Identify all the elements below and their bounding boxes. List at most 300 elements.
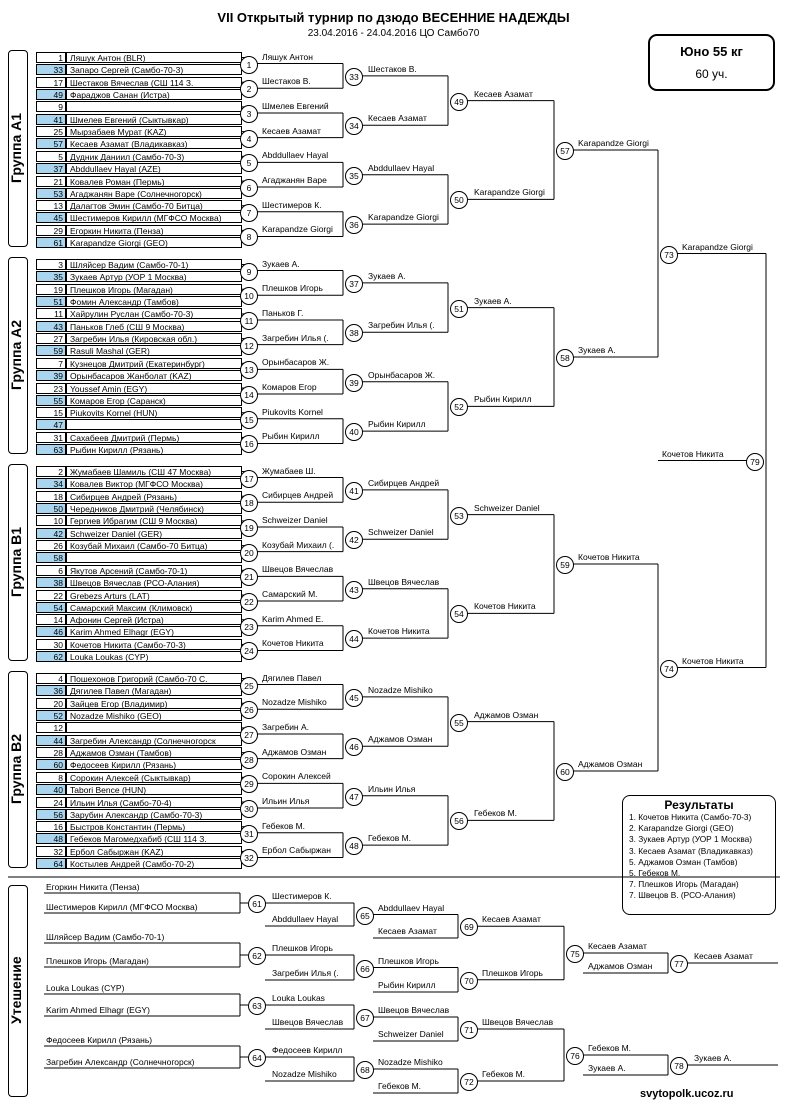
match-winner: Ильин Илья (368, 783, 416, 794)
match-winner: Швецов Вячеслав (272, 1017, 344, 1027)
match-circle: 71 (460, 1021, 478, 1039)
competitor-name: Ильин Илья (Самбо-70-4) (66, 797, 242, 808)
match-winner: Рыбин Кирилл (474, 394, 532, 405)
seed-number: 34 (36, 478, 66, 489)
page-title: VII Открытый турнир по дзюдо ВЕСЕННИЕ НАДЕЖДЫ (217, 10, 570, 25)
match-winner: Зукаев А. (368, 270, 406, 281)
match-winner: Karim Ahmed E. (262, 613, 324, 624)
competitor-name: Агаджанян Варе (Солнечногорск) (66, 188, 242, 199)
competitor-name: Шестаков Вячеслав (СШ 114 З. (66, 77, 242, 88)
match-winner: Зукаев А. (474, 295, 512, 306)
rep-entry: Федосеев Кирилл (Рязань) (46, 1035, 153, 1045)
match-winner: Karapandze Giorgi (262, 224, 333, 235)
match-circle: 62 (248, 947, 266, 965)
competitor-name: Фараджов Санан (Истра) (66, 89, 242, 100)
seed-number: 45 (36, 212, 66, 223)
competitor-name: Youssef Amin (EGY) (66, 383, 242, 394)
rep-entry: Загребин Александр (Солнечногорск) (46, 1057, 195, 1067)
match-winner: Кесаев Азамат (588, 941, 647, 951)
competitor-name: Ляшук Антон (BLR) (66, 52, 242, 63)
footer-site: svytopolk.ucoz.ru (640, 1088, 734, 1100)
match-winner: Гебеков М. (474, 808, 518, 819)
competitor-name: Самарский Максим (Климовск) (66, 602, 242, 613)
match-circle: 61 (248, 895, 266, 913)
rep-entry: Louka Loukas (CYP) (46, 983, 125, 993)
match-winner: Загребин Илья (. (262, 332, 329, 343)
competitor-name: Grebezs Arturs (LAT) (66, 590, 242, 601)
match-circle: 11 (240, 312, 258, 330)
match-circle: 22 (240, 593, 258, 611)
match-circle: 8 (240, 228, 258, 246)
match-winner: Гебеков М. (262, 820, 306, 831)
match-winner: Зукаев А. (578, 345, 616, 355)
results-box (622, 795, 776, 915)
match-winner: Ильин Илья (262, 796, 310, 807)
seed-number: 62 (36, 651, 66, 662)
seed-number: 32 (36, 846, 66, 857)
match-winner: Abddullaev Hayal (368, 162, 435, 173)
seed-number: 40 (36, 784, 66, 795)
match-winner: Кочетов Никита (578, 552, 640, 562)
competitor-name: Якутов Арсений (Самбо-70-1) (66, 565, 242, 576)
seed-number: 55 (36, 395, 66, 406)
match-circle: 18 (240, 494, 258, 512)
match-winner: Nozadze Mishiko (368, 684, 433, 695)
seed-number: 1 (36, 52, 66, 63)
match-circle: 42 (345, 531, 363, 549)
seed-number: 7 (36, 358, 66, 369)
competitor-name: Зукаев Артур (УОР 1 Москва) (66, 271, 242, 282)
match-winner: Зукаев А. (262, 258, 300, 269)
match-winner: Schweizer Daniel (368, 527, 434, 538)
match-circle: 77 (670, 955, 688, 973)
match-circle: 51 (450, 300, 468, 318)
match-winner: Самарский М. (262, 589, 318, 600)
rep-entry: Karim Ahmed Elhagr (EGY) (46, 1005, 150, 1015)
competitor-name: Мырзабаев Мурат (KAZ) (66, 126, 242, 137)
competitor-name: Федосеев Кирилл (Рязань) (66, 759, 242, 770)
seed-number: 14 (36, 614, 66, 625)
match-circle: 41 (345, 482, 363, 500)
match-winner: Рыбин Кирилл (378, 980, 436, 990)
competitor-name: Шмелев Евгений (Сыктывкар) (66, 114, 242, 125)
competitor-name: Орынбасаров Жанболат (KAZ) (66, 370, 242, 381)
seed-number: 12 (36, 722, 66, 733)
seed-number: 2 (36, 466, 66, 477)
match-circle: 60 (556, 763, 574, 781)
results-list (623, 812, 775, 902)
match-circle: 55 (450, 714, 468, 732)
seed-number: 51 (36, 296, 66, 307)
competitor-name: Гебеков Магомедхабиб (СШ 114 З. (66, 833, 242, 844)
seed-number: 37 (36, 163, 66, 174)
match-winner: Орынбасаров Ж. (262, 357, 330, 368)
competitor-name: Аджамов Озман (Тамбов) (66, 747, 242, 758)
match-circle: 59 (556, 556, 574, 574)
match-circle: 57 (556, 142, 574, 160)
competitor-name: Чередников Дмитрий (Челябинск) (66, 503, 242, 514)
seed-number: 57 (36, 138, 66, 149)
match-circle: 40 (345, 423, 363, 441)
seed-number: 19 (36, 284, 66, 295)
match-circle: 17 (240, 470, 258, 488)
match-circle: 36 (345, 216, 363, 234)
result-item: 2. Karapandze Giorgi (GEO) (629, 823, 734, 834)
match-winner: Аджамов Озман (474, 709, 539, 720)
match-winner: Сорокин Алексей (262, 771, 331, 782)
seed-number: 6 (36, 565, 66, 576)
match-winner: Шестаков В. (262, 76, 311, 87)
match-circle: 30 (240, 800, 258, 818)
seed-number: 41 (36, 114, 66, 125)
seed-number: 16 (36, 821, 66, 832)
match-circle: 10 (240, 287, 258, 305)
match-circle: 48 (345, 837, 363, 855)
match-circle: 50 (450, 191, 468, 209)
seed-number: 58 (36, 552, 66, 563)
seed-number: 39 (36, 370, 66, 381)
competitor-name (66, 419, 242, 430)
match-circle: 35 (345, 167, 363, 185)
seed-number: 54 (36, 602, 66, 613)
match-winner: Гебеков М. (378, 1081, 422, 1091)
seed-number: 31 (36, 432, 66, 443)
weight-category: Юно 55 кг (680, 44, 743, 59)
competitor-name: Ковалев Роман (Пермь) (66, 176, 242, 187)
seed-number: 59 (36, 345, 66, 356)
match-winner: Abddullaev Hayal (378, 902, 445, 913)
match-winner: Piukovits Kornel (262, 406, 323, 417)
competitor-name: Швецов Вячеслав (РСО-Алания) (66, 577, 242, 588)
match-circle: 20 (240, 544, 258, 562)
match-winner: Кочетов Никита (682, 655, 744, 666)
match-winner: Кесаев Азамат (482, 914, 541, 925)
competitor-name: Сахабеев Дмитрий (Пермь) (66, 432, 242, 443)
match-circle: 46 (345, 738, 363, 756)
competitor-name: Кесаев Азамат (Владикавказ) (66, 138, 242, 149)
competitor-name: Сорокин Алексей (Сыктывкар) (66, 772, 242, 783)
group-label: Группа B2 (8, 733, 24, 804)
seed-number: 36 (36, 685, 66, 696)
match-circle: 13 (240, 361, 258, 379)
seed-number: 30 (36, 639, 66, 650)
competitor-name: Кочетов Никита (Самбо-70-3) (66, 639, 242, 650)
seed-number: 44 (36, 735, 66, 746)
match-circle: 37 (345, 275, 363, 293)
seed-number: 35 (36, 271, 66, 282)
competitor-name: Сибирцев Андрей (Рязань) (66, 491, 242, 502)
competitor-name: Шестимеров Кирилл (МГФСО Москва) (66, 212, 242, 223)
match-winner: Schweizer Daniel (262, 514, 328, 525)
seed-number: 8 (36, 772, 66, 783)
seed-number: 23 (36, 383, 66, 394)
match-winner: Швецов Вячеслав (368, 576, 440, 587)
competitor-name: Karim Ahmed Elhagr (EGY) (66, 626, 242, 637)
seed-number: 49 (36, 89, 66, 100)
seed-number: 11 (36, 308, 66, 319)
match-circle: 32 (240, 849, 258, 867)
match-circle: 66 (356, 960, 374, 978)
match-winner: Загребин А. (262, 721, 310, 732)
seed-number: 4 (36, 673, 66, 684)
competitor-name: Комаров Егор (Саранск) (66, 395, 242, 406)
match-winner: Жумабаев Ш. (262, 465, 316, 476)
seed-number: 56 (36, 809, 66, 820)
match-winner: Karapandze Giorgi (578, 138, 649, 148)
match-circle: 5 (240, 154, 258, 172)
competitor-name: Егоркин Никита (Пенза) (66, 225, 242, 236)
match-winner: Плешков Игорь (272, 943, 333, 953)
result-item: 3. Зукаев Артур (УОР 1 Москва) (629, 834, 753, 845)
match-winner: Швецов Вячеслав (262, 564, 334, 575)
match-circle: 4 (240, 130, 258, 148)
seed-number: 63 (36, 444, 66, 455)
competitor-name (66, 101, 242, 112)
seed-number: 24 (36, 797, 66, 808)
match-winner: Кочетов Никита (662, 448, 724, 459)
match-circle: 9 (240, 263, 258, 281)
match-winner: Schweizer Daniel (474, 502, 540, 513)
match-circle: 64 (248, 1049, 266, 1067)
match-circle: 16 (240, 435, 258, 453)
competitor-name: Abddullaev Hayal (AZE) (66, 163, 242, 174)
competitor-name: Плешков Игорь (Магадан) (66, 284, 242, 295)
match-winner: Ербол Сабыржан (262, 845, 331, 856)
match-circle: 3 (240, 105, 258, 123)
match-winner: Abddullaev Hayal (262, 150, 329, 161)
rep-entry: Шестимеров Кирилл (МГФСО Москва) (46, 902, 198, 912)
competitor-name: Rasuli Mashal (GER) (66, 345, 242, 356)
participant-count: 60 уч. (695, 67, 728, 81)
competitor-name: Гергиев Ибрагим (СШ 9 Москва) (66, 515, 242, 526)
match-circle: 67 (356, 1009, 374, 1027)
match-circle: 72 (460, 1073, 478, 1091)
match-circle: 27 (240, 726, 258, 744)
seed-number: 48 (36, 833, 66, 844)
match-winner: Кочетов Никита (262, 638, 324, 649)
match-circle: 6 (240, 179, 258, 197)
match-winner: Гебеков М. (368, 833, 412, 844)
competitor-name: Быстров Константин (Пермь) (66, 821, 242, 832)
competitor-name: Дягилев Павел (Магадан) (66, 685, 242, 696)
match-circle: 25 (240, 677, 258, 695)
competitor-name: Далагтов Эмин (Самбо-70 Битца) (66, 200, 242, 211)
match-circle: 52 (450, 398, 468, 416)
match-winner: Karapandze Giorgi (474, 187, 545, 198)
seed-number: 52 (36, 710, 66, 721)
seed-number: 43 (36, 321, 66, 332)
group-label: Утешение (8, 956, 24, 1024)
match-circle: 44 (345, 630, 363, 648)
match-winner: Кочетов Никита (368, 626, 430, 637)
match-circle: 31 (240, 825, 258, 843)
match-winner: Загребин Илья (. (368, 320, 435, 331)
seed-number: 42 (36, 528, 66, 539)
match-winner: Nozadze Mishiko (262, 697, 327, 708)
match-winner: Плешков Игорь (378, 955, 439, 966)
match-winner: Karapandze Giorgi (682, 241, 753, 252)
competitor-name: Зарубин Александр (Самбо-70-3) (66, 809, 242, 820)
match-winner: Кесаев Азамат (368, 113, 427, 124)
match-winner: Louka Loukas (272, 993, 325, 1003)
seed-number: 26 (36, 540, 66, 551)
match-winner: Ляшук Антон (262, 51, 313, 62)
match-winner: Федосеев Кирилл (272, 1045, 343, 1055)
match-winner: Nozadze Mishiko (272, 1069, 337, 1079)
competitor-name (66, 722, 242, 733)
match-circle: 15 (240, 411, 258, 429)
competitor-name: Karapandze Giorgi (GEO) (66, 237, 242, 248)
seed-number: 33 (36, 64, 66, 75)
competitor-name: Загребин Александр (Солнечногорск (66, 735, 242, 746)
match-circle: 53 (450, 507, 468, 525)
match-winner: Швецов Вячеслав (378, 1005, 450, 1015)
match-circle: 38 (345, 324, 363, 342)
result-item: 3. Кесаев Азамат (Владикавказ) (629, 845, 753, 856)
seed-number: 64 (36, 858, 66, 869)
competitor-name: Tabori Bence (HUN) (66, 784, 242, 795)
match-circle: 74 (660, 660, 678, 678)
match-winner: Аджамов Озман (578, 759, 643, 769)
match-circle: 26 (240, 701, 258, 719)
match-winner: Орынбасаров Ж. (368, 369, 436, 380)
competitor-name: Костылев Андрей (Самбо-70-2) (66, 858, 242, 869)
match-circle: 33 (345, 68, 363, 86)
match-winner: Комаров Егор (262, 382, 317, 393)
match-circle: 73 (660, 246, 678, 264)
seed-number: 25 (36, 126, 66, 137)
competitor-name: Фомин Александр (Тамбов) (66, 296, 242, 307)
seed-number: 18 (36, 491, 66, 502)
match-winner: Abddullaev Hayal (272, 914, 339, 924)
result-item: 7. Швецов В. (РСО-Алания) (629, 890, 736, 901)
competitor-name: Louka Loukas (CYP) (66, 651, 242, 662)
match-winner: Гебеков М. (588, 1043, 632, 1053)
match-circle: 45 (345, 689, 363, 707)
match-circle: 75 (566, 945, 584, 963)
competitor-name: Загребин Илья (Кировская обл.) (66, 333, 242, 344)
match-circle: 76 (566, 1047, 584, 1065)
competitor-name: Козубай Михаил (Самбо-70 Битца) (66, 540, 242, 551)
match-circle: 34 (345, 117, 363, 135)
match-winner: Рыбин Кирилл (368, 419, 426, 430)
seed-number: 9 (36, 101, 66, 112)
group-label: Группа A2 (8, 319, 24, 390)
seed-number: 61 (36, 237, 66, 248)
competitor-name: Ковалев Виктор (МГФСО Москва) (66, 478, 242, 489)
rep-entry: Шляйсер Вадим (Самбо-70-1) (46, 932, 165, 942)
competitor-name (66, 552, 242, 563)
result-item: 5. Гебеков М. (629, 868, 681, 879)
match-circle: 47 (345, 788, 363, 806)
seed-number: 17 (36, 77, 66, 88)
match-winner: Зукаев А. (588, 1063, 626, 1073)
competitor-name: Schweizer Daniel (GER) (66, 528, 242, 539)
seed-number: 13 (36, 200, 66, 211)
competitor-name: Пошехонов Григорий (Самбо-70 С. (66, 673, 242, 684)
seed-number: 10 (36, 515, 66, 526)
seed-number: 50 (36, 503, 66, 514)
match-winner: Аджамов Озман (262, 746, 327, 757)
match-circle: 68 (356, 1061, 374, 1079)
result-item: 1. Кочетов Никита (Самбо-70-3) (629, 812, 752, 822)
match-circle: 12 (240, 337, 258, 355)
match-winner: Кесаев Азамат (474, 88, 533, 99)
match-winner: Шестимеров К. (272, 891, 332, 901)
match-circle: 79 (746, 453, 764, 471)
match-winner: Агаджанян Варе (262, 175, 327, 186)
rep-entry: Плешков Игорь (Магадан) (46, 956, 149, 966)
results-title: Результаты (664, 798, 734, 812)
page-subtitle: 23.04.2016 - 24.04.2016 ЦО Самбо70 (307, 28, 480, 39)
match-circle: 49 (450, 93, 468, 111)
match-circle: 24 (240, 642, 258, 660)
competitor-name: Ербол Сабыржан (KAZ) (66, 846, 242, 857)
competitor-name: Nozadze Mishiko (GEO) (66, 710, 242, 721)
competitor-name: Афонин Сергей (Истра) (66, 614, 242, 625)
competitor-name: Паньков Глеб (СШ 9 Москва) (66, 321, 242, 332)
seed-number: 20 (36, 698, 66, 709)
rep-entry: Егоркин Никита (Пенза) (46, 882, 140, 892)
result-item: 7. Плешков Игорь (Магадан) (629, 879, 739, 890)
match-circle: 78 (670, 1057, 688, 1075)
match-winner: Кесаев Азамат (378, 926, 437, 936)
match-winner: Плешков Игорь (262, 283, 323, 294)
match-circle: 56 (450, 812, 468, 830)
match-winner: Сибирцев Андрей (262, 490, 334, 501)
match-winner: Сибирцев Андрей (368, 477, 440, 488)
match-winner: Козубай Михаил (. (262, 539, 335, 550)
match-winner: Кочетов Никита (474, 601, 536, 612)
competitor-name: Кузнецов Дмитрий (Екатеринбург) (66, 358, 242, 369)
match-circle: 2 (240, 80, 258, 98)
match-winner: Karapandze Giorgi (368, 212, 439, 223)
match-winner: Schweizer Daniel (378, 1029, 444, 1039)
match-circle: 70 (460, 972, 478, 990)
match-circle: 63 (248, 997, 266, 1015)
match-winner: Nozadze Mishiko (378, 1057, 443, 1067)
seed-number: 27 (36, 333, 66, 344)
match-winner: Паньков Г. (262, 307, 304, 318)
match-circle: 58 (556, 349, 574, 367)
seed-number: 3 (36, 259, 66, 270)
match-winner: Шмелев Евгений (262, 100, 329, 111)
seed-number: 46 (36, 626, 66, 637)
seed-number: 21 (36, 176, 66, 187)
seed-number: 15 (36, 407, 66, 418)
competitor-name: Жумабаев Шамиль (СШ 47 Москва) (66, 466, 242, 477)
match-circle: 23 (240, 618, 258, 636)
match-winner: Рыбин Кирилл (262, 431, 320, 442)
match-circle: 1 (240, 56, 258, 74)
match-circle: 39 (345, 374, 363, 392)
group-label: Группа A1 (8, 112, 24, 183)
match-circle: 28 (240, 751, 258, 769)
competitor-name: Запаро Сергей (Самбо-70-3) (66, 64, 242, 75)
match-winner: Зукаев А. (694, 1053, 732, 1063)
match-winner: Шестимеров К. (262, 199, 322, 210)
match-circle: 43 (345, 581, 363, 599)
seed-number: 28 (36, 747, 66, 758)
match-winner: Дягилев Павел (262, 672, 322, 683)
match-winner: Кесаев Азамат (262, 125, 321, 136)
match-winner: Аджамов Озман (588, 961, 653, 971)
match-circle: 14 (240, 386, 258, 404)
seed-number: 60 (36, 759, 66, 770)
match-winner: Загребин Илья (. (272, 968, 339, 978)
match-winner: Кесаев Азамат (694, 951, 753, 961)
match-circle: 7 (240, 204, 258, 222)
